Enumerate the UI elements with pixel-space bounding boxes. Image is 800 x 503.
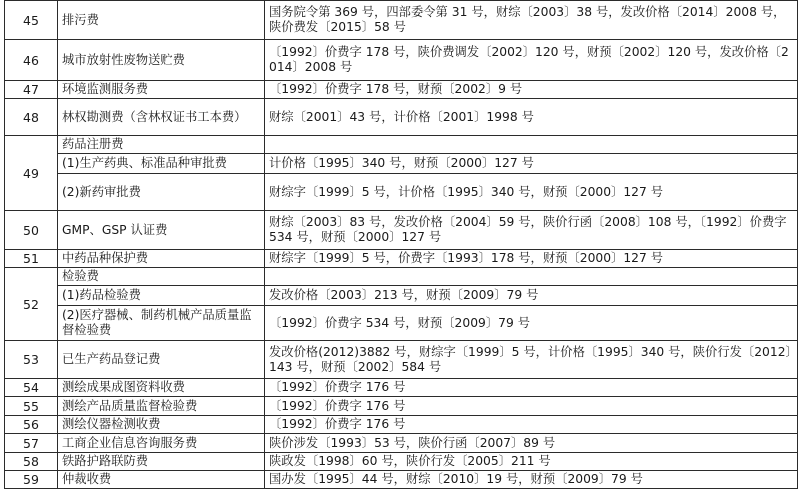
row-number: 52	[5, 268, 58, 341]
row-number: 51	[5, 250, 58, 268]
row-number: 54	[5, 379, 58, 397]
table-row	[5, 416, 798, 434]
table-row	[5, 211, 798, 250]
table-row	[5, 268, 798, 286]
fee-table-body	[5, 1, 798, 489]
table-row	[5, 341, 798, 379]
fee-basis: 财综字〔1999〕5 号，价费字〔1993〕178 号，财预〔2000〕127 号	[265, 250, 798, 268]
row-number: 49	[5, 136, 58, 211]
row-number: 50	[5, 211, 58, 250]
row-number: 59	[5, 471, 58, 489]
fee-name: 排污费	[58, 1, 265, 40]
fee-basis: 计价格〔1995〕340 号，财预〔2000〕127 号	[265, 154, 798, 174]
fee-name: 仲裁收费	[58, 471, 265, 489]
fee-basis: 陕价涉发〔1993〕53 号，陕价行函〔2007〕89 号	[265, 434, 798, 453]
fee-basis: 〔1992〕价费字 176 号	[265, 379, 798, 397]
table-row	[5, 1, 798, 40]
fee-name: (2)医疗器械、制药机械产品质量监督检验费	[58, 306, 265, 341]
fee-name: 城市放射性废物送贮费	[58, 40, 265, 81]
table-row	[5, 250, 798, 268]
fee-table	[4, 0, 798, 489]
fee-basis: 〔1992〕价费字 178 号，财预〔2002〕9 号	[265, 81, 798, 99]
fee-group-name: 药品注册费	[58, 136, 265, 154]
fee-name: 测绘仪器检测收费	[58, 416, 265, 434]
fee-name: 林权勘测费（含林权证书工本费）	[58, 99, 265, 136]
fee-basis: 发改价格(2012)3882 号，财综字〔1999〕5 号，计价格〔1995〕340 号，陕价行发〔2012〕143 号，财预〔2002〕584 号	[265, 341, 798, 379]
fee-basis: 发改价格〔2003〕213 号，财预〔2009〕79 号	[265, 286, 798, 306]
fee-name: GMP、GSP 认证费	[58, 211, 265, 250]
row-number: 53	[5, 341, 58, 379]
table-row	[5, 379, 798, 397]
table-subrow	[5, 286, 798, 306]
table-row	[5, 453, 798, 471]
fee-name: 测绘产品质量监督检验费	[58, 397, 265, 416]
fee-name: 工商企业信息咨询服务费	[58, 434, 265, 453]
fee-name: (1)药品检验费	[58, 286, 265, 306]
table-subrow	[5, 154, 798, 174]
fee-basis: 国办发〔1995〕44 号，财综〔2010〕19 号，财预〔2009〕79 号	[265, 471, 798, 489]
row-number: 56	[5, 416, 58, 434]
fee-name: 已生产药品登记费	[58, 341, 265, 379]
row-number: 48	[5, 99, 58, 136]
table-row	[5, 434, 798, 453]
row-number: 58	[5, 453, 58, 471]
row-number: 46	[5, 40, 58, 81]
fee-basis: 〔1992〕价费字 176 号	[265, 397, 798, 416]
table-subrow	[5, 306, 798, 341]
fee-name: 中药品种保护费	[58, 250, 265, 268]
table-row	[5, 471, 798, 489]
row-number: 47	[5, 81, 58, 99]
fee-name: 测绘成果成图资料收费	[58, 379, 265, 397]
basis-cell-empty	[265, 136, 798, 154]
fee-name: (1)生产药典、标准品种审批费	[58, 154, 265, 174]
row-number: 57	[5, 434, 58, 453]
table-row	[5, 40, 798, 81]
fee-name: 铁路护路联防费	[58, 453, 265, 471]
fee-basis: 〔1992〕价费字 178 号，陕价费调发〔2002〕120 号，财预〔2002〕120 号，发改价格〔2014〕2008 号	[265, 40, 798, 81]
basis-cell-empty	[265, 268, 798, 286]
fee-basis: 〔1992〕价费字 176 号	[265, 416, 798, 434]
table-row	[5, 136, 798, 154]
fee-basis: 陕政发〔1998〕60 号，陕价行发〔2005〕211 号	[265, 453, 798, 471]
table-row	[5, 397, 798, 416]
row-number: 45	[5, 1, 58, 40]
fee-basis: 〔1992〕价费字 534 号，财预〔2009〕79 号	[265, 306, 798, 341]
fee-basis: 国务院令第 369 号，四部委令第 31 号，财综〔2003〕38 号，发改价格〔2014〕2008 号，陕价费发〔2015〕58 号	[265, 1, 798, 40]
table-subrow	[5, 174, 798, 211]
fee-basis: 财综字〔1999〕5 号，计价格〔1995〕340 号，财预〔2000〕127 号	[265, 174, 798, 211]
row-number: 55	[5, 397, 58, 416]
table-row	[5, 81, 798, 99]
table-row	[5, 99, 798, 136]
fee-name: 环境监测服务费	[58, 81, 265, 99]
fee-basis: 财综〔2001〕43 号，计价格〔2001〕1998 号	[265, 99, 798, 136]
fee-name: (2)新药审批费	[58, 174, 265, 211]
fee-group-name: 检验费	[58, 268, 265, 286]
fee-basis: 财综〔2003〕83 号，发改价格〔2004〕59 号，陕价行函〔2008〕108 号，〔1992〕价费字 534 号，财预〔2000〕127 号	[265, 211, 798, 250]
